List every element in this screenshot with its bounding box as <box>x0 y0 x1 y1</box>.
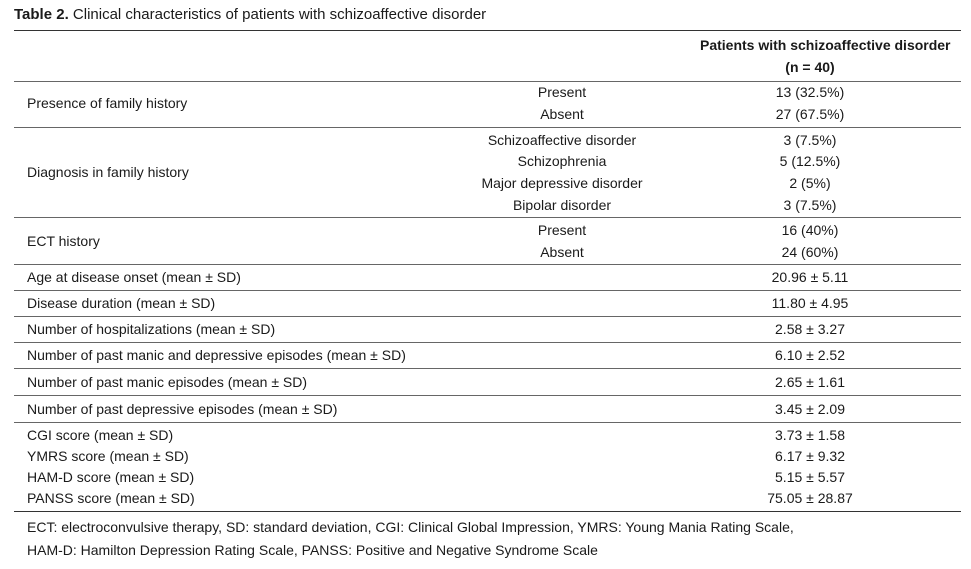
row-rule <box>14 395 961 396</box>
row-label: Disease duration (mean ± SD) <box>27 295 216 311</box>
row-rule <box>14 342 961 343</box>
row-rule <box>14 368 961 369</box>
row-label: YMRS score (mean ± SD) <box>27 448 189 464</box>
row-label: Number of past manic episodes (mean ± SD) <box>27 374 308 390</box>
cell-value: 75.05 ± 28.87 <box>767 490 853 506</box>
sub-label: Schizophrenia <box>517 153 607 169</box>
header-rule <box>14 81 961 82</box>
table-top-rule <box>14 30 961 31</box>
row-label: CGI score (mean ± SD) <box>27 427 174 443</box>
cell-value: 5.15 ± 5.57 <box>775 469 845 485</box>
row-label: HAM-D score (mean ± SD) <box>27 469 195 485</box>
table-bottom-rule <box>14 511 961 512</box>
column-header-line2: (n = 40) <box>785 59 835 75</box>
sub-label: Present <box>537 84 587 100</box>
cell-value: 11.80 ± 4.95 <box>771 295 849 311</box>
row-label-diagnosis-family: Diagnosis in family history <box>27 164 189 180</box>
cell-value: 13 (32.5%) <box>775 84 845 100</box>
table-caption-text: Clinical characteristics of patients with schizoaffective disorder <box>68 6 487 23</box>
footnote-line2: HAM-D: Hamilton Depression Rating Scale, PANSS: Positive and Negative Syndrome Scale <box>27 542 598 558</box>
column-header-line1: Patients with schizoaffective disorder <box>700 37 951 53</box>
row-rule <box>14 217 961 218</box>
cell-value: 3 (7.5%) <box>783 132 837 148</box>
cell-value: 2.58 ± 3.27 <box>775 321 845 337</box>
row-rule <box>14 316 961 317</box>
cell-value: 27 (67.5%) <box>775 106 845 122</box>
row-label: Number of past depressive episodes (mean ± SD) <box>27 401 338 417</box>
row-rule <box>14 290 961 291</box>
row-label: Age at disease onset (mean ± SD) <box>27 269 241 285</box>
footnote-line1: ECT: electroconvulsive therapy, SD: standard deviation, CGI: Clinical Global Impression, YMRS: Young Mania Rating Scale, <box>27 519 794 535</box>
cell-value: 2.65 ± 1.61 <box>775 374 845 390</box>
row-rule <box>14 264 961 265</box>
row-label: Number of past manic and depressive episodes (mean ± SD) <box>27 347 406 363</box>
row-label-family-history: Presence of family history <box>27 95 188 111</box>
row-label: PANSS score (mean ± SD) <box>27 490 195 506</box>
sub-label: Schizoaffective disorder <box>487 132 637 148</box>
cell-value: 3 (7.5%) <box>783 197 837 213</box>
row-label: Number of hospitalizations (mean ± SD) <box>27 321 276 337</box>
table-caption <box>14 6 486 23</box>
sub-label: Absent <box>540 106 584 122</box>
cell-value: 24 (60%) <box>781 244 839 260</box>
row-rule <box>14 127 961 128</box>
sub-label: Absent <box>540 244 584 260</box>
sub-label: Bipolar disorder <box>512 197 612 213</box>
row-rule <box>14 422 961 423</box>
cell-value: 5 (12.5%) <box>779 153 841 169</box>
sub-label: Major depressive disorder <box>481 175 643 191</box>
cell-value: 20.96 ± 5.11 <box>771 269 849 285</box>
table-caption-label: Table 2. <box>14 6 69 23</box>
cell-value: 3.73 ± 1.58 <box>775 427 845 443</box>
row-label-ect-history: ECT history <box>27 233 100 249</box>
cell-value: 16 (40%) <box>781 222 839 238</box>
cell-value: 6.10 ± 2.52 <box>775 347 845 363</box>
cell-value: 2 (5%) <box>789 175 831 191</box>
cell-value: 6.17 ± 9.32 <box>775 448 845 464</box>
cell-value: 3.45 ± 2.09 <box>775 401 845 417</box>
sub-label: Present <box>537 222 587 238</box>
